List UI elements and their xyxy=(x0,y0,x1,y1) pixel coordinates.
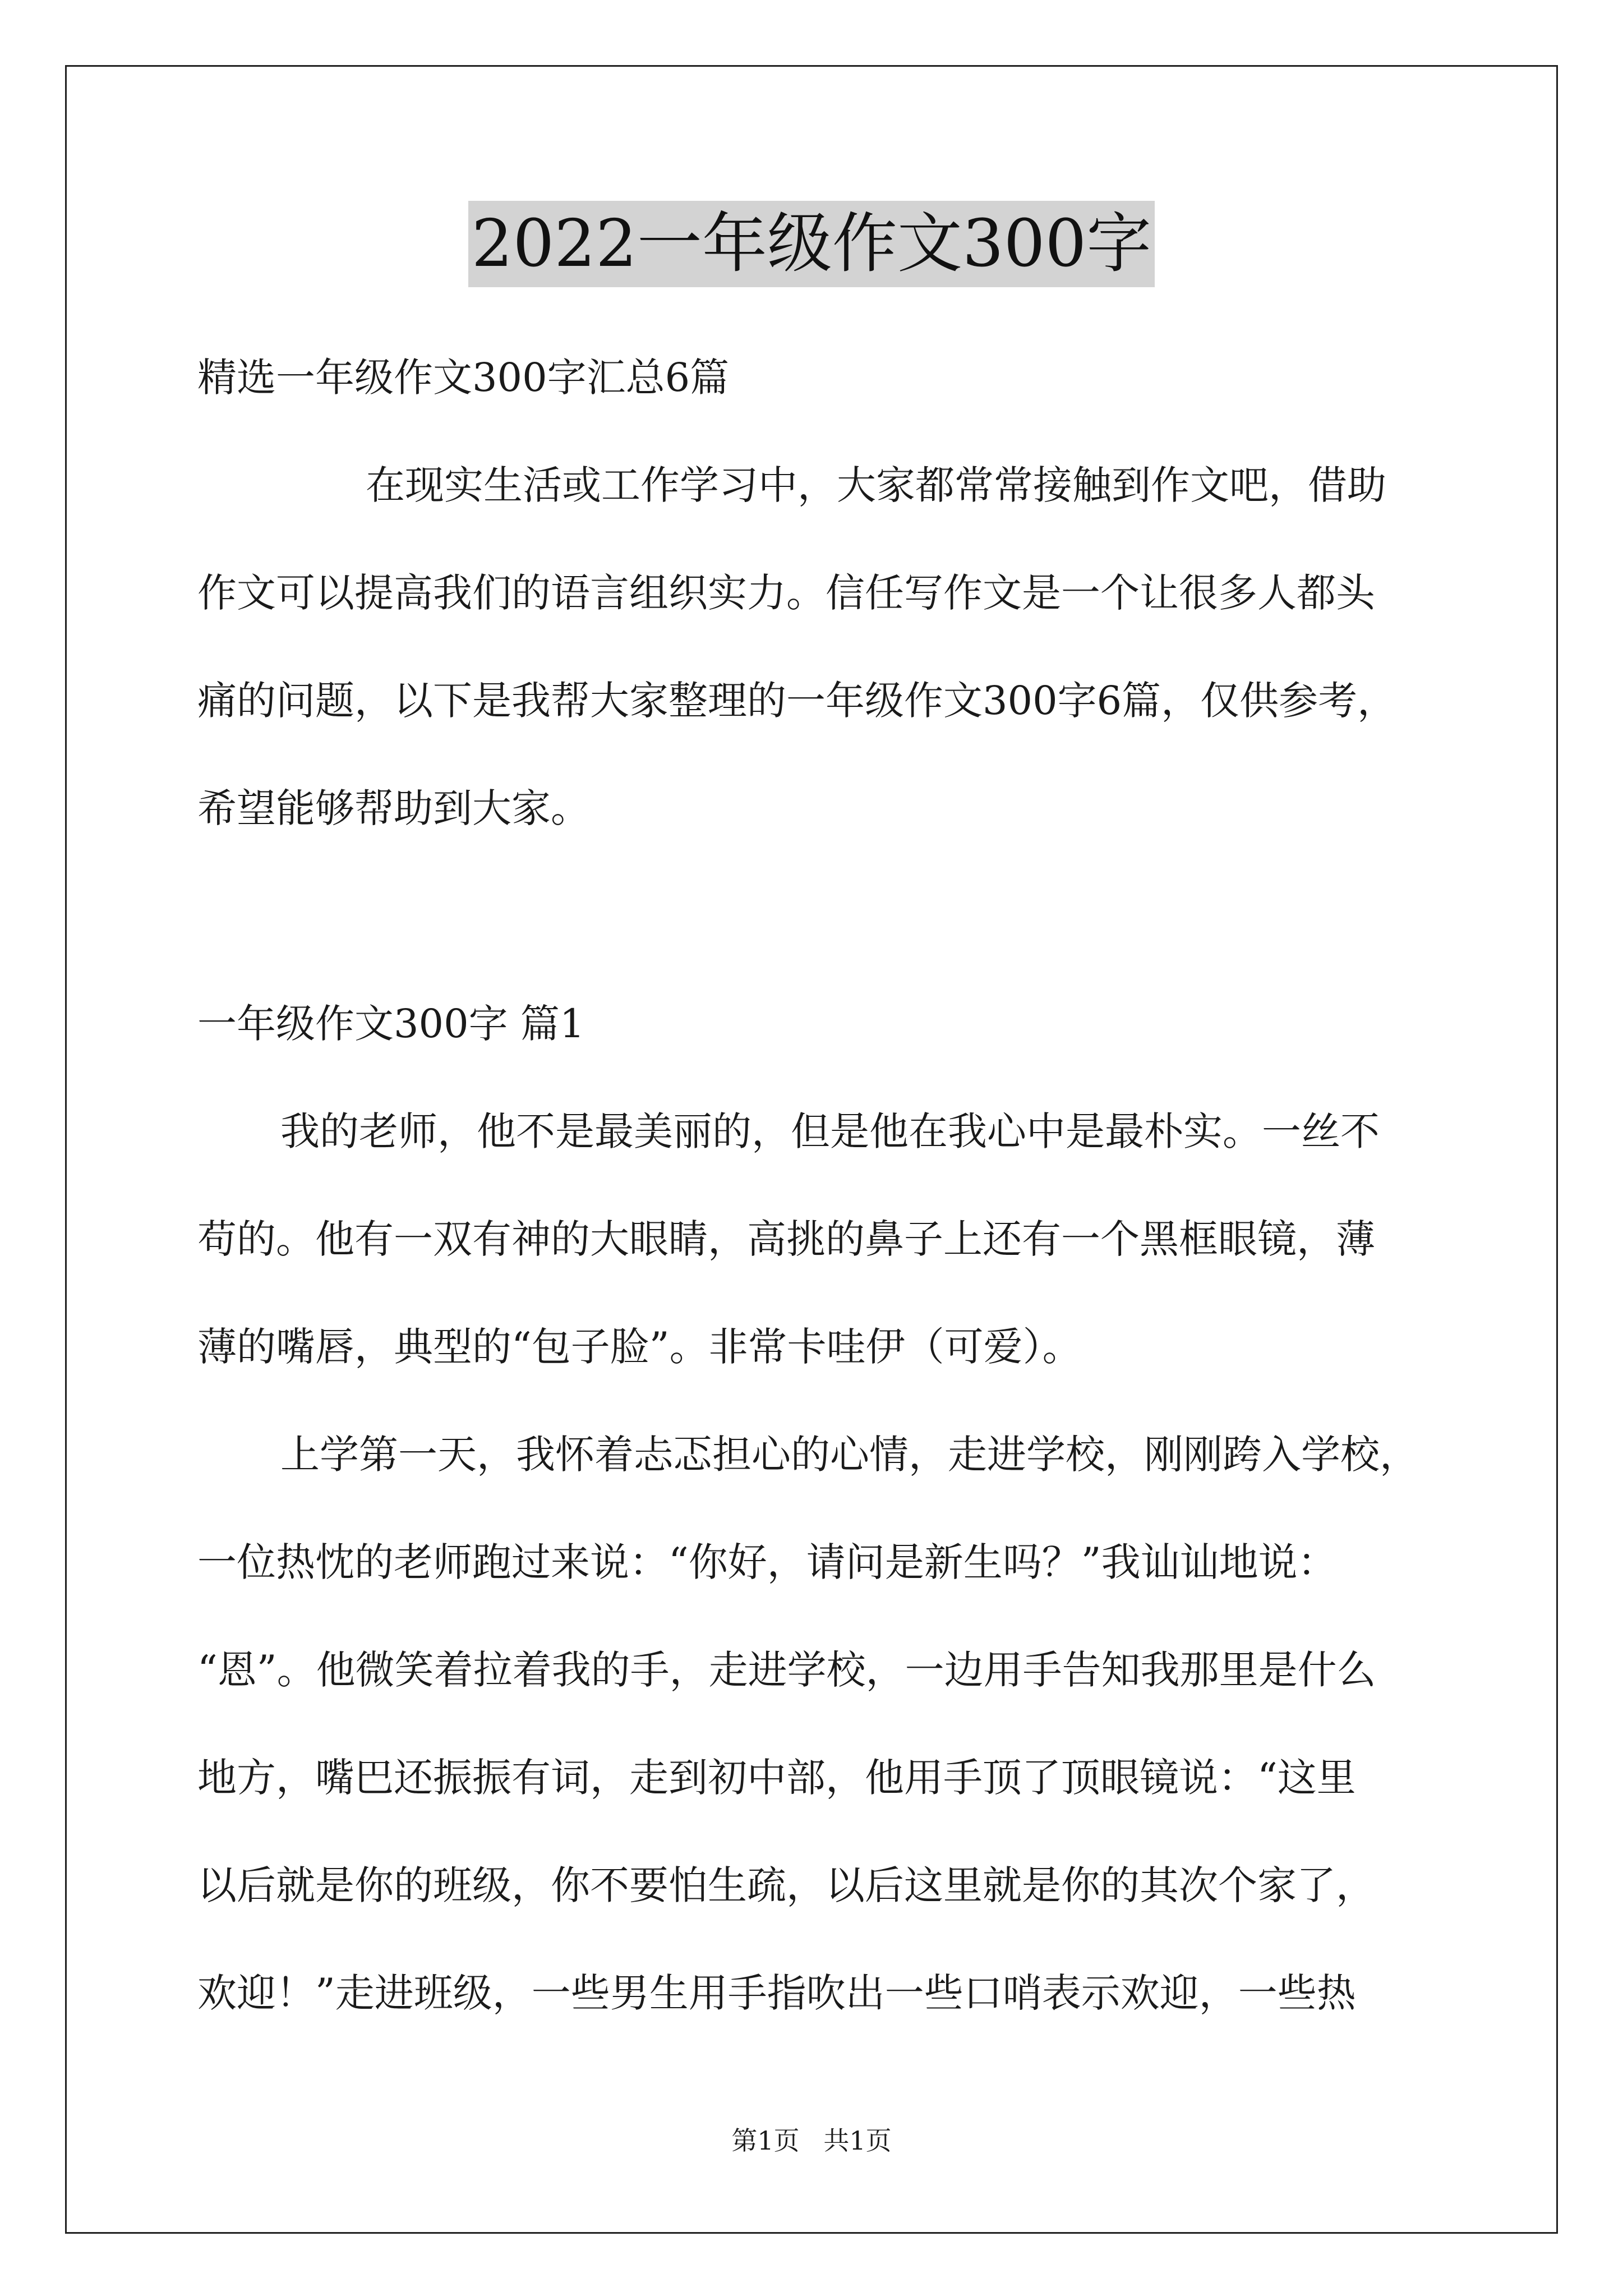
para2-line-2: 一位热忱的老师跑过来说：“你好，请问是新生吗？”我讪讪地说： xyxy=(197,1539,1337,1585)
page-number-current: 第1页 xyxy=(731,2125,800,2156)
para2-line-1: 上学第一天，我怀着忐忑担心的心情，走进学校，刚刚跨入学校， xyxy=(280,1432,1419,1478)
intro-line-2: 作文可以提高我们的语言组织实力。信任写作文是一个让很多人都头 xyxy=(197,570,1375,616)
intro-line-1: 在现实生活或工作学习中，大家都常常接触到作文吧，借助 xyxy=(366,462,1386,508)
para1-line-1: 我的老师，他不是最美丽的，但是他在我心中是最朴实。一丝不 xyxy=(280,1108,1380,1154)
title-container xyxy=(0,201,1623,287)
para2-line-6: 欢迎！”走进班级，一些男生用手指吹出一些口哨表示欢迎，一些热 xyxy=(197,1970,1356,2016)
document-title: 2022一年级作文300字 xyxy=(468,201,1155,287)
para2-line-5: 以后就是你的班级，你不要怕生疏，以后这里就是你的其次个家了， xyxy=(197,1862,1375,1908)
para1-line-2: 苟的。他有一双有神的大眼睛，高挑的鼻子上还有一个黑框眼镜，薄 xyxy=(197,1216,1375,1262)
page-number-total: 共1页 xyxy=(823,2125,892,2156)
para2-line-3: “恩”。他微笑着拉着我的手，走进学校，一边用手告知我那里是什么 xyxy=(197,1647,1376,1693)
intro-line-4: 希望能够帮助到大家。 xyxy=(197,785,590,831)
document-subtitle: 精选一年级作文300字汇总6篇 xyxy=(197,355,730,401)
page-footer xyxy=(0,2124,1623,2157)
para1-line-3: 薄的嘴唇，典型的“包子脸”。非常卡哇伊（可爱）。 xyxy=(197,1324,1082,1370)
para2-line-4: 地方，嘴巴还振振有词，走到初中部，他用手顶了顶眼镜说：“这里 xyxy=(197,1755,1356,1801)
section-heading: 一年级作文300字 篇1 xyxy=(197,1001,585,1047)
intro-line-3: 痛的问题，以下是我帮大家整理的一年级作文300字6篇，仅供参考， xyxy=(197,678,1397,724)
